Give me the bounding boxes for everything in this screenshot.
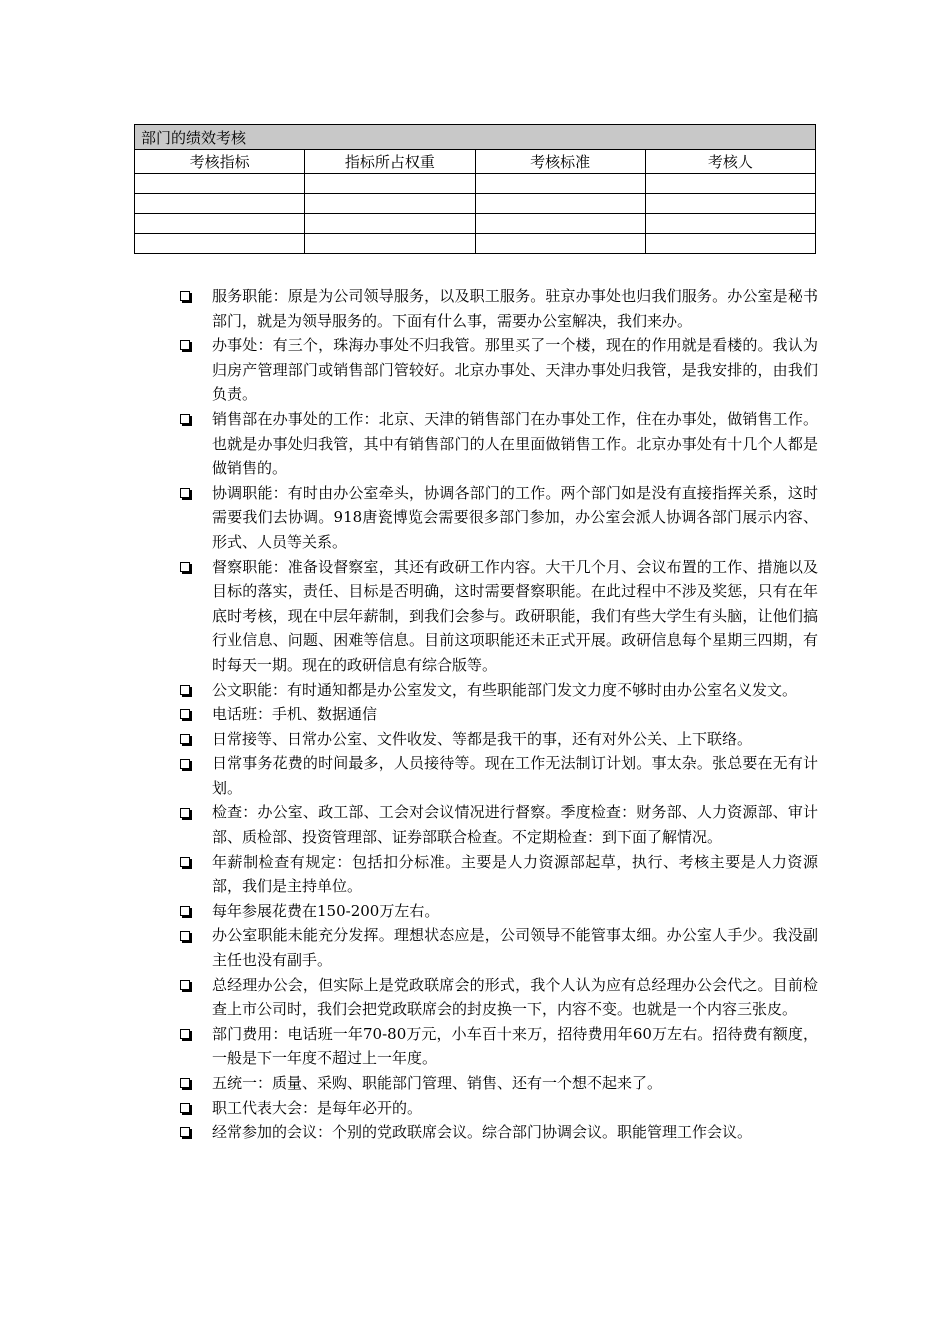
header-indicator: 考核指标 — [135, 150, 305, 174]
checkbox-bullet-icon — [178, 702, 212, 727]
checkbox-bullet-icon — [178, 1120, 212, 1145]
list-item — [178, 1022, 818, 1071]
checkbox-bullet-icon — [178, 751, 212, 776]
bullet-list — [178, 284, 818, 1145]
list-item — [178, 678, 818, 703]
table-row — [135, 234, 816, 254]
checkbox-bullet-icon — [178, 407, 212, 432]
table-cell — [475, 214, 645, 234]
table-cell — [305, 234, 475, 254]
table-cell — [475, 234, 645, 254]
table-cell — [645, 234, 815, 254]
table-cell — [305, 214, 475, 234]
checkbox-bullet-icon — [178, 899, 212, 924]
list-item-text: 日常接等、日常办公室、文件收发、等都是我干的事，还有对外公关、上下联络。 — [212, 729, 753, 748]
list-item — [178, 481, 818, 555]
checkbox-bullet-icon — [178, 555, 212, 580]
list-item-text: 经常参加的会议：个别的党政联席会议。综合部门协调会议。职能管理工作会议。 — [212, 1123, 753, 1142]
list-item — [178, 555, 818, 678]
list-item-text: 检查：办公室、政工部、工会对会议情况进行督察。季度检查：财务部、人力资源部、审计部、质检部、投资管理部、证券部联合检查。不定期检查：到下面了解情况。 — [212, 803, 818, 847]
list-item-text: 服务职能：原是为公司领导服务，以及职工服务。驻京办事处也归我们服务。办公室是秘书部门，就是为领导服务的。下面有什么事，需要办公室解决，我们来办。 — [212, 287, 818, 330]
checkbox-bullet-icon — [178, 481, 212, 506]
list-item — [178, 1096, 818, 1121]
list-item — [178, 751, 818, 800]
list-item — [178, 850, 818, 899]
table-cell — [645, 174, 815, 194]
table-row — [135, 174, 816, 194]
table-row — [135, 194, 816, 214]
checkbox-bullet-icon — [178, 923, 212, 948]
list-item-text: 办公室职能未能充分发挥。理想状态应是，公司领导不能管事太细。办公室人手少。我没副主任也没有副手。 — [212, 926, 818, 970]
checkbox-bullet-icon — [178, 333, 212, 358]
list-item — [178, 923, 818, 972]
list-item-text: 销售部在办事处的工作：北京、天津的销售部门在办事处工作，住在办事处，做销售工作。也就是办事处归我管，其中有销售部门的人在里面做销售工作。北京办事处有十几个人都是做销售的。 — [212, 409, 818, 478]
header-assessor: 考核人 — [645, 150, 815, 174]
table-cell — [135, 234, 305, 254]
table-cell — [305, 174, 475, 194]
header-standard: 考核标准 — [475, 150, 645, 174]
list-item-text: 办事处：有三个，珠海办事处不归我管。那里买了一个楼，现在的作用就是看楼的。我认为归房产管理部门或销售部门管较好。北京办事处、天津办事处归我管，是我安排的，由我们负责。 — [212, 336, 818, 404]
table-cell — [135, 174, 305, 194]
list-item — [178, 284, 818, 333]
header-weight: 指标所占权重 — [305, 150, 475, 174]
list-item-text: 五统一：质量、采购、职能部门管理、销售、还有一个想不起来了。 — [212, 1074, 663, 1092]
checkbox-bullet-icon — [178, 850, 212, 875]
list-item — [178, 1120, 818, 1145]
table-title-row — [135, 125, 816, 150]
table-header-row — [135, 150, 816, 174]
checkbox-bullet-icon — [178, 800, 212, 825]
table-cell — [475, 194, 645, 214]
checkbox-bullet-icon — [178, 284, 212, 309]
checkbox-bullet-icon — [178, 1096, 212, 1121]
table-cell — [645, 214, 815, 234]
checkbox-bullet-icon — [178, 973, 212, 998]
list-item — [178, 800, 818, 849]
table-title: 部门的绩效考核 — [135, 125, 816, 150]
list-item — [178, 899, 818, 924]
checkbox-bullet-icon — [178, 678, 212, 703]
list-item-text: 日常事务花费的时间最多，人员接待等。现在工作无法制订计划。事太杂。张总要在无有计划。 — [212, 754, 818, 797]
table-row — [135, 214, 816, 234]
table-cell — [475, 174, 645, 194]
list-item — [178, 973, 818, 1022]
list-item-text: 电话班：手机、数据通信 — [212, 705, 378, 724]
performance-table — [134, 124, 816, 254]
list-item — [178, 1071, 818, 1096]
list-item — [178, 333, 818, 407]
list-item-text: 督察职能：准备设督察室，其还有政研工作内容。大干几个月、会议布置的工作、措施以及目标的落实，责任、目标是否明确，这时需要督察职能。在此过程中不涉及奖惩，只有在年底时考核，现在中层年薪制，到我们会参与。政研职能，我们有些大学生有头脑，让他们搞行业信息、问题、困难等信息。目前这项职能还未正式开展。政研信息每个星期三四期，有时每天一期。现在的政研信息有综合版等。 — [212, 557, 818, 674]
list-item-text: 职工代表大会：是每年必开的。 — [212, 1098, 423, 1117]
list-item-text: 年薪制检查有规定：包括扣分标准。主要是人力资源部起草，执行、考核主要是人力资源部，我们是主持单位。 — [212, 852, 818, 896]
checkbox-bullet-icon — [178, 1071, 212, 1096]
checkbox-bullet-icon — [178, 727, 212, 752]
table-cell — [135, 194, 305, 214]
list-item — [178, 727, 818, 752]
list-item-text: 部门费用：电话班一年70-80万元，小车百十来万，招待费用年60万左右。招待费有额度，一般是下一年度不超过上一年度。 — [212, 1024, 818, 1068]
list-item-text: 总经理办公会，但实际上是党政联席会的形式，我个人认为应有总经理办公会代之。目前检查上市公司时，我们会把党政联席会的封皮换一下，内容不变。也就是一个内容三张皮。 — [212, 975, 818, 1019]
table-cell — [305, 194, 475, 214]
list-item-text: 每年参展花费在150-200万左右。 — [212, 901, 440, 920]
list-item — [178, 702, 818, 727]
list-item — [178, 407, 818, 481]
checkbox-bullet-icon — [178, 1022, 212, 1047]
table-cell — [645, 194, 815, 214]
list-item-text: 协调职能：有时由办公室牵头，协调各部门的工作。两个部门如是没有直接指挥关系，这时需要我们去协调。918唐瓷博览会需要很多部门参加，办公室会派人协调各部门展示内容、形式、人员等关系。 — [212, 483, 818, 551]
list-item-text: 公文职能：有时通知都是办公室发文，有些职能部门发文力度不够时由办公室名义发文。 — [212, 680, 798, 699]
table-cell — [135, 214, 305, 234]
